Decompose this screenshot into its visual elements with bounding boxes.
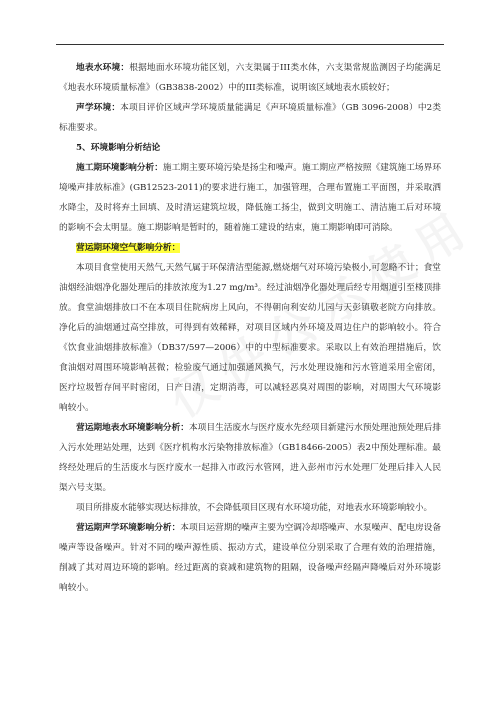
paragraph-surface-water: [59, 58, 441, 98]
paragraph-acoustic: [59, 98, 441, 138]
header-rule: [56, 44, 444, 45]
label-op-water: 营运期地表水环境影响分析：: [76, 423, 189, 433]
paragraph-construction: [59, 158, 441, 238]
text-op-water: 本项目生活废水与医疗废水先经项目新建污水预处理池预处理后排入污水处理站处理，达到《医疗机构水污染物排放标准》（GB18466-2005）表2中预处理标准。最终经处理后的生活废水与医疗废水一起排入市政污水管网，进入彭州市污水处理厂处理后排入人民渠六号支渠。: [59, 423, 442, 493]
text-construction: 施工期主要环境污染是扬尘和噪声。施工期应严格按照《建筑施工场界环境噪声排放标准》(GB12523-2011)的要求进行施工，加强管理，合理布置施工平面图，并采取洒水降尘，及时将弃土回填、及时清运建筑垃圾，降低施工扬尘，做到文明施工、清洁施工后对环境的影响不会太明显。施工期影响是暂时的，随着施工建设的结束，施工期影响即可消除。: [59, 163, 442, 233]
highlighted-heading-op-air: 营运期环境空气影响分析：: [76, 243, 181, 253]
text-surface-water: 根据地面水环境功能区划，六支渠属于III类水体，六支渠常规监测因子均能满足《地表水环境质量标准》（GB3838-2002）中的III类标准，说明该区域地表水质较好；: [59, 63, 442, 93]
label-construction: 施工期环境影响分析：: [76, 163, 163, 173]
section-heading: 5、环境影响分析结论: [76, 143, 161, 153]
text-acoustic: 本项目评价区域声学环境质量能满足《声环境质量标准》（GB 3096-2008）中2类标准要求。: [59, 103, 442, 133]
label-acoustic: 声学环境：: [76, 103, 121, 113]
document-body: [59, 58, 441, 598]
paragraph-op-air: 本项目食堂使用天然气,天然气属于环保清洁型能源,燃烧烟气对环境污染极小,可忽略不计；食堂油烟经油烟净化器处理后的排放浓度为1.27 mg/m³。经过油烟净化器处理后经专用烟道引至楼顶排放。食堂油烟排放口不在本项目住院病房上风向，不得朝向利安幼儿园与天彭镇敬老院方向排放。净化后的油烟通过高空排放，可得到有效稀释，对项目区域内外环境及周边住户的影响较小。符合《饮食业油烟排放标准》（DB37/597—2006）中的中型标准要求。采取以上有效治理措施后，饮食油烟对周围环境影响甚微；检验废气通过加强通风换气，污水处理设施和污水管道采用全密闭，医疗垃圾暂存间平时密闭，日产日清，定期消毒，可以减轻恶臭对周围的影响，对周围大气环境影响较小。: [59, 263, 441, 413]
label-op-noise: 营运期声学环境影响分析：: [76, 523, 181, 533]
label-surface-water: 地表水环境：: [76, 63, 130, 73]
heading-op-air: [76, 238, 441, 258]
paragraph-op-water: [59, 418, 441, 498]
text-op-noise: 本项目运营期的噪声主要为空调冷却塔噪声、水泵噪声、配电房设备噪声等设备噪声。针对不同的噪声源性质、振动方式，建设单位分别采取了合理有效的治理措施，削减了其对周边环境的影响。经过距离的衰减和建筑物的阻隔，设备噪声经隔声降噪后对外环境影响较小。: [59, 523, 442, 593]
paragraph-op-noise: [59, 518, 441, 598]
paragraph-op-water-2: 项目所排废水能够实现达标排放，不会降低项目区现有水环境功能，对地表水环境影响较小。: [76, 503, 433, 513]
